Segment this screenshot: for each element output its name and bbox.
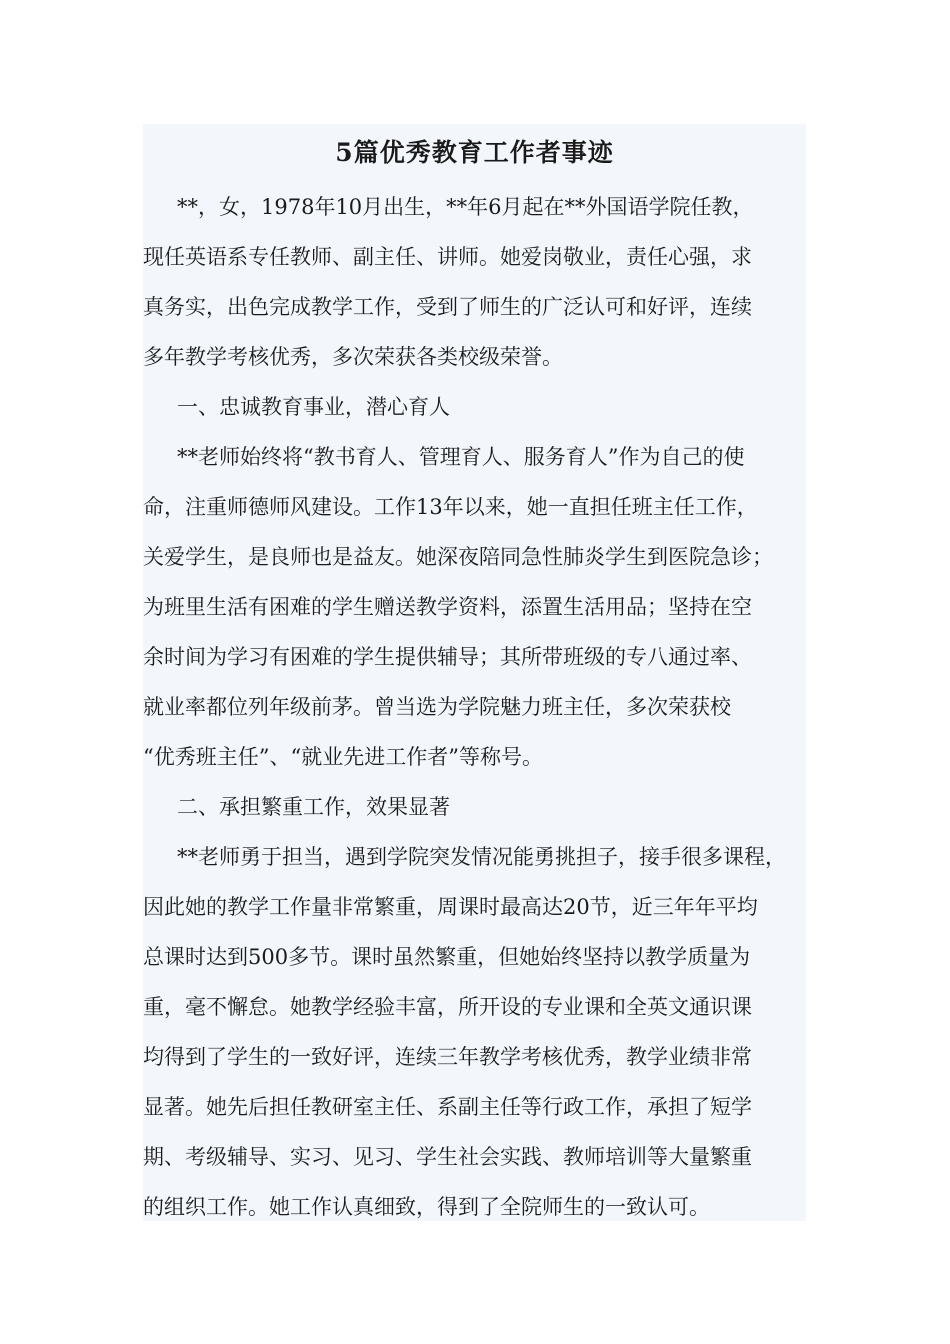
text-line: **老师勇于担当，遇到学院突发情况能勇挑担子，接手很多课程，	[177, 845, 786, 869]
text-line: **老师始终将“教书育人、管理育人、服务育人”作为自己的使	[177, 445, 745, 469]
text-line: 一、忠诚教育事业，潜心育人	[177, 395, 450, 419]
text-line: **，女，1978年10月出生，**年6月起在**外国语学院任教，	[177, 195, 754, 219]
document-title: 5篇优秀教育工作者事迹	[335, 138, 614, 167]
text-line: 命，注重师德师风建设。工作13年以来，她一直担任班主任工作，	[143, 495, 758, 519]
text-line: 期、考级辅导、实习、见习、学生社会实践、教师培训等大量繁重	[143, 1145, 752, 1169]
text-line: 现任英语系专任教师、副主任、讲师。她爱岗敬业，责任心强，求	[143, 245, 752, 269]
text-line: 二、承担繁重工作，效果显著	[177, 795, 450, 819]
text-line: 显著。她先后担任教研室主任、系副主任等行政工作，承担了短学	[143, 1095, 752, 1119]
text-line: 就业率都位列年级前茅。曾当选为学院魅力班主任，多次荣获校	[143, 695, 731, 719]
text-line: 多年教学考核优秀，多次荣获各类校级荣誉。	[143, 345, 563, 369]
text-line: 重，毫不懈怠。她教学经验丰富，所开设的专业课和全英文通识课	[143, 995, 752, 1019]
text-line: 均得到了学生的一致好评，连续三年教学考核优秀，教学业绩非常	[143, 1045, 752, 1069]
text-line: 因此她的教学工作量非常繁重，周课时最高达20节，近三年年平均	[143, 895, 758, 919]
text-line: 关爱学生，是良师也是益友。她深夜陪同急性肺炎学生到医院急诊；	[143, 545, 773, 569]
text-line: 余时间为学习有困难的学生提供辅导；其所带班级的专八通过率、	[143, 645, 752, 669]
document-text	[143, 182, 806, 1232]
text-line: 为班里生活有困难的学生赠送教学资料，添置生活用品；坚持在空	[143, 595, 752, 619]
text-line: “优秀班主任”、“就业先进工作者”等称号。	[143, 745, 543, 769]
document-body	[143, 124, 806, 1221]
text-line: 总课时达到500多节。课时虽然繁重，但她始终坚持以教学质量为	[143, 945, 751, 969]
text-line: 的组织工作。她工作认真细致，得到了全院师生的一致认可。	[143, 1195, 710, 1219]
text-line: 真务实，出色完成教学工作，受到了师生的广泛认可和好评，连续	[143, 295, 752, 319]
